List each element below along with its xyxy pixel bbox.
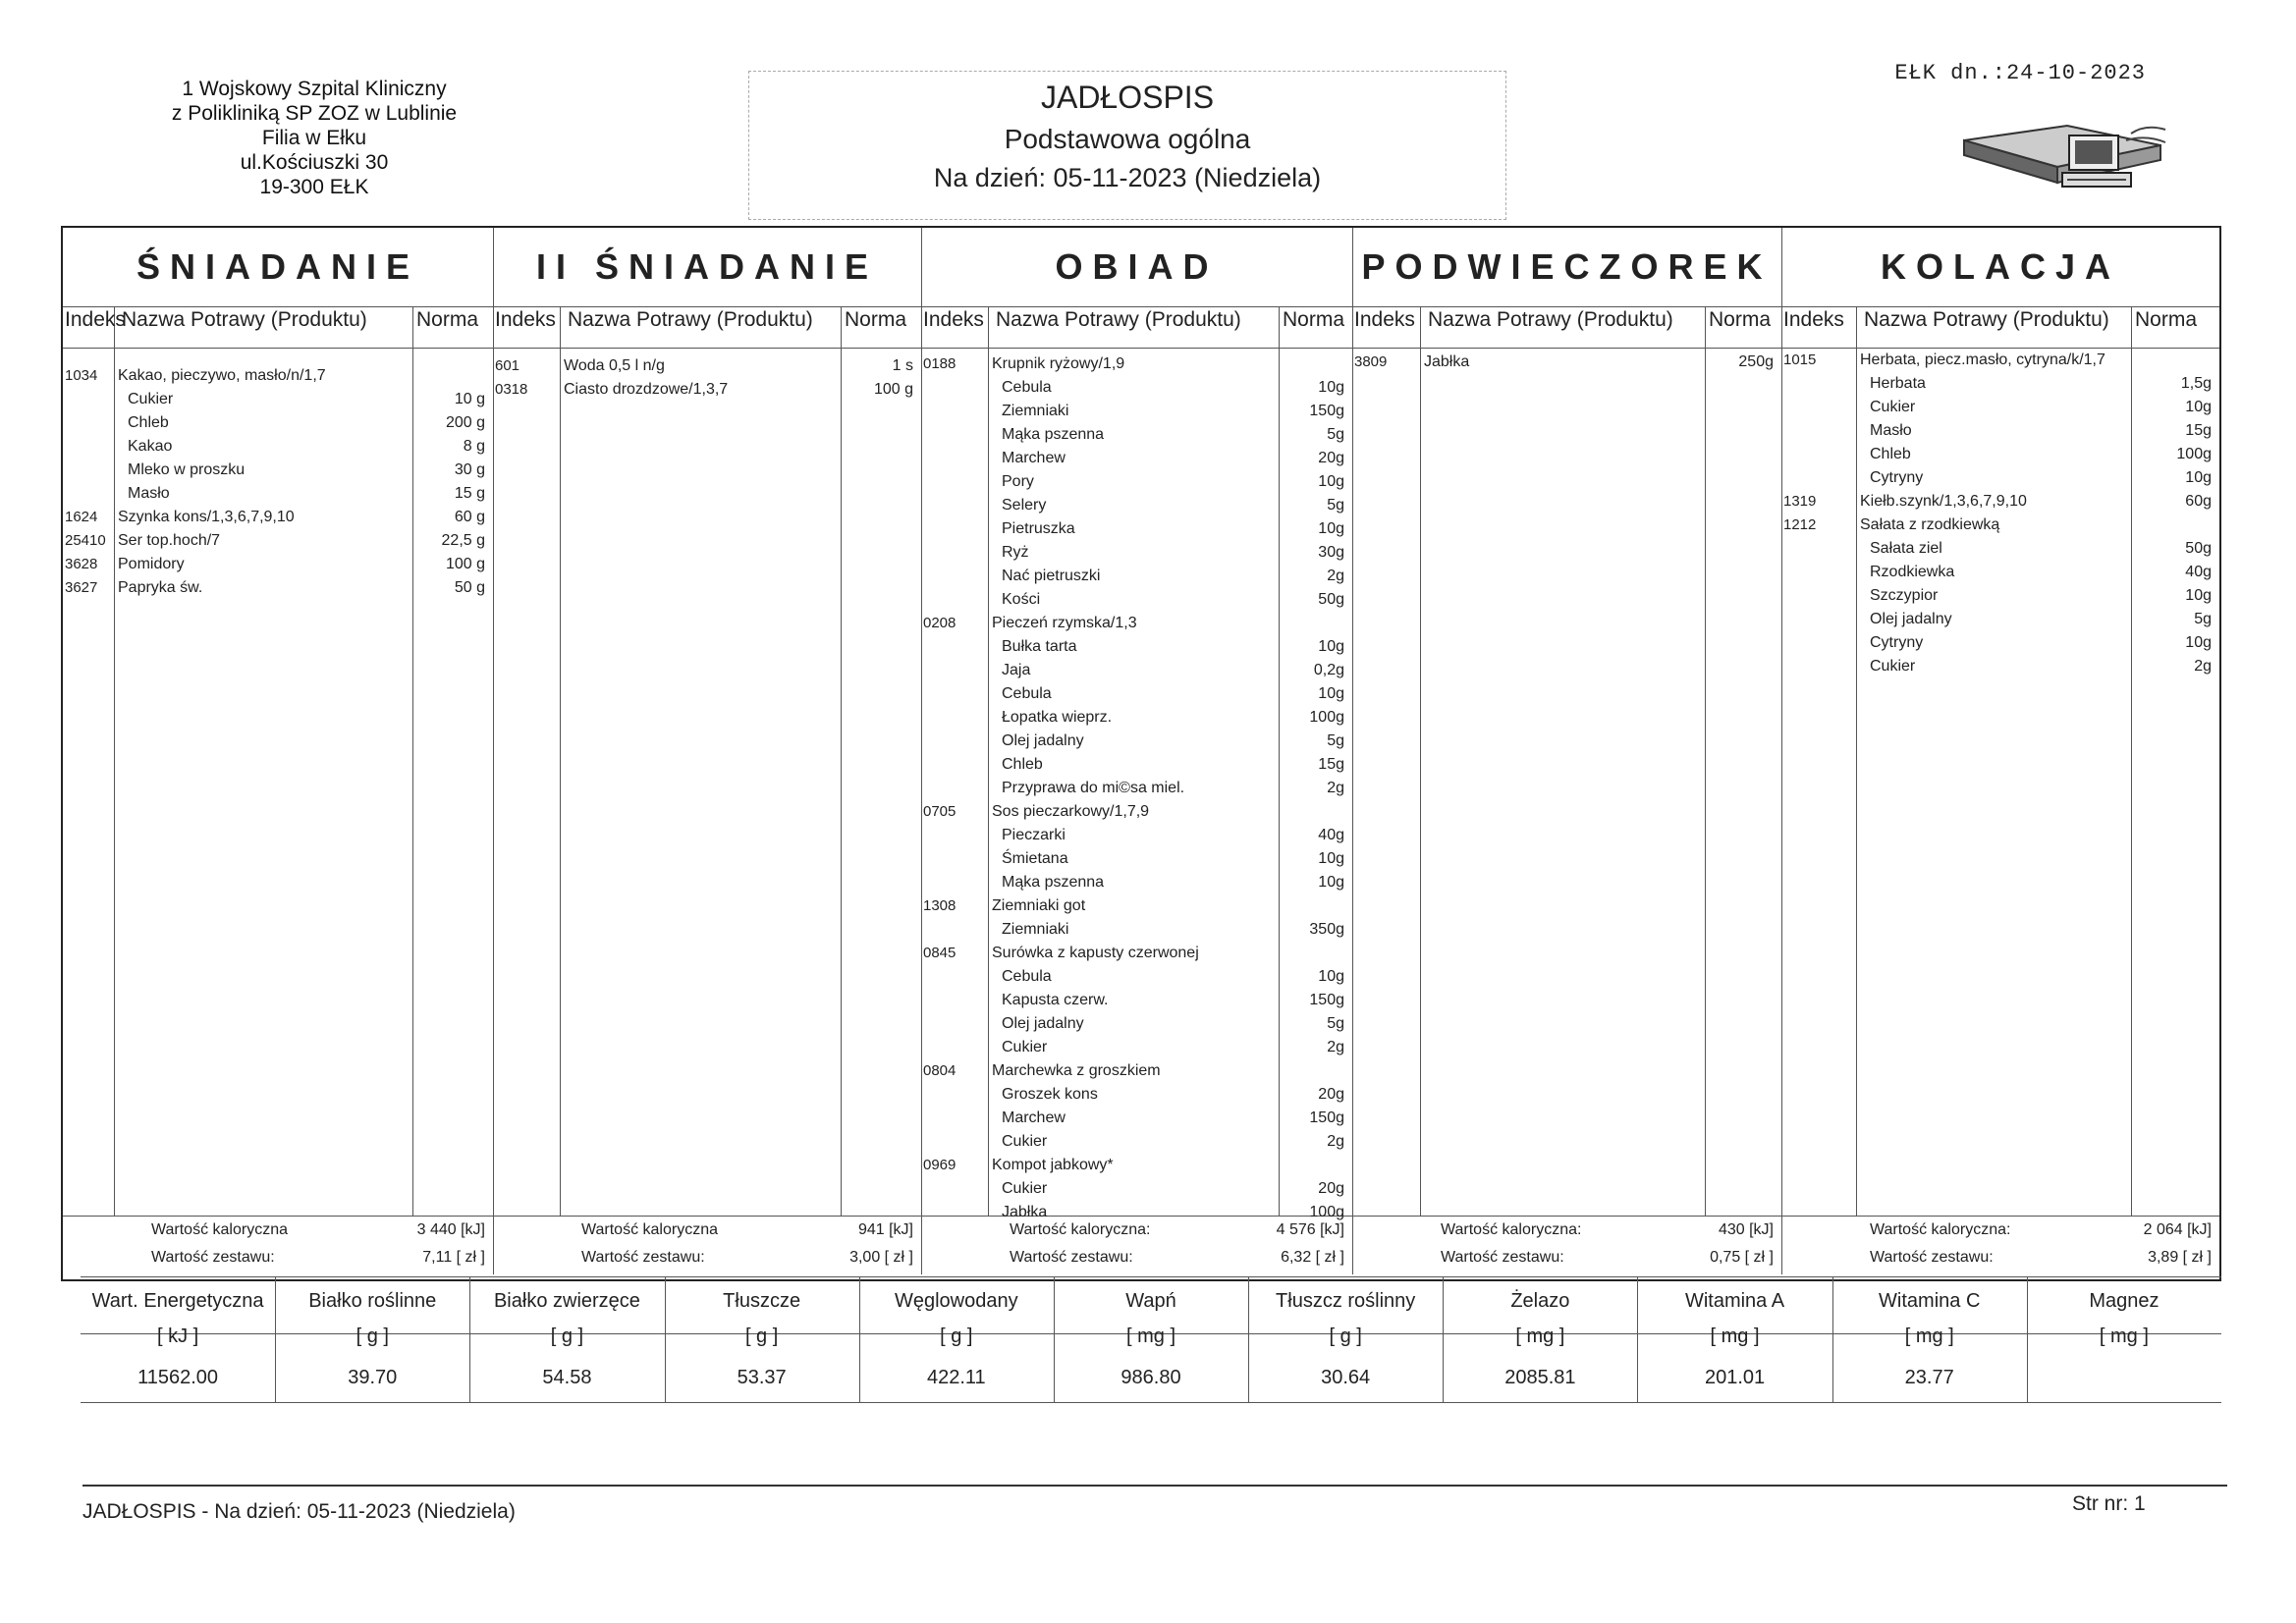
row-norm: 2g xyxy=(1327,780,1344,796)
column-divider xyxy=(841,306,842,1216)
table-rule xyxy=(63,306,2219,307)
nutrition-value: 23.77 xyxy=(1904,1367,1954,1388)
kcal-label: Wartość kaloryczna: xyxy=(1441,1221,1582,1238)
row-name: Pieczarki xyxy=(1002,827,1066,843)
row-name: Mleko w proszku xyxy=(128,461,246,478)
kcal-value: 941 [kJ] xyxy=(857,1221,913,1238)
nutrition-value: 53.37 xyxy=(737,1367,787,1388)
row-name: Kompot jabkowy* xyxy=(992,1157,1114,1173)
row-name: Cukier xyxy=(128,391,174,407)
cost-label: Wartość zestawu: xyxy=(1010,1249,1133,1266)
section-divider xyxy=(921,228,922,1274)
row-name: Cebula xyxy=(1002,379,1052,396)
row-norm: 10g xyxy=(2185,399,2212,415)
row-name: Szczypior xyxy=(1870,587,1939,604)
kcal-value: 430 [kJ] xyxy=(1718,1221,1774,1238)
row-norm: 10g xyxy=(2185,634,2212,651)
row-name: Woda 0,5 l n/g xyxy=(564,357,665,374)
row-name: Marchew xyxy=(1002,1109,1066,1126)
nutrition-unit: [ g ] xyxy=(940,1325,973,1347)
column-divider xyxy=(560,306,561,1216)
row-norm: 5g xyxy=(1327,1015,1344,1032)
hospital-line4: ul.Kościuszki 30 xyxy=(240,151,389,174)
row-name: Herbata, piecz.masło, cytryna/k/1,7 xyxy=(1860,352,2105,368)
row-index: 0188 xyxy=(923,355,957,372)
row-norm: 50g xyxy=(1318,591,1344,608)
row-norm: 2g xyxy=(1327,568,1344,584)
nutrition-value: 986.80 xyxy=(1121,1367,1181,1388)
row-index: 0318 xyxy=(495,381,528,398)
nutrition-name: Magnez xyxy=(2089,1290,2159,1312)
nutrition-value: 30.64 xyxy=(1321,1367,1371,1388)
row-norm: 5g xyxy=(2194,611,2212,627)
row-norm: 20g xyxy=(1318,1086,1344,1103)
meal-title: PODWIECZOREK xyxy=(1361,246,1773,287)
row-norm: 150g xyxy=(1309,1109,1344,1126)
row-norm: 5g xyxy=(1327,732,1344,749)
meal-title: ŚNIADANIE xyxy=(136,246,420,287)
row-index: 601 xyxy=(495,357,520,374)
nutrition-unit: [ g ] xyxy=(744,1325,779,1347)
nutrition-unit: [ mg ] xyxy=(1515,1325,1565,1347)
column-header-norm: Norma xyxy=(1709,308,1772,331)
row-norm: 1 s xyxy=(892,357,913,374)
row-norm: 8 g xyxy=(463,438,485,455)
row-norm: 5g xyxy=(1327,426,1344,443)
hospital-line3: Filia w Ełku xyxy=(261,127,367,149)
row-index: 1308 xyxy=(923,897,957,914)
row-norm: 30 g xyxy=(454,461,485,478)
row-name: Papryka św. xyxy=(118,579,203,596)
row-norm: 22,5 g xyxy=(441,532,485,549)
row-name: Jaja xyxy=(1002,662,1031,678)
column-header-name: Nazwa Potrawy (Produktu) xyxy=(1864,308,2109,331)
column-divider xyxy=(2131,306,2132,1216)
column-header-norm: Norma xyxy=(2135,308,2198,331)
row-norm: 60g xyxy=(2185,493,2212,510)
meal-title: KOLACJA xyxy=(1880,246,2120,287)
row-norm: 10g xyxy=(1318,473,1344,490)
column-header-index: Indeks xyxy=(65,308,126,331)
row-index: 0804 xyxy=(923,1062,957,1079)
row-norm: 40g xyxy=(2185,564,2212,580)
row-name: Jabłka xyxy=(1424,353,1470,370)
row-name: Przyprawa do mi©sa miel. xyxy=(1002,780,1185,796)
row-index: 0705 xyxy=(923,803,957,820)
row-norm: 15g xyxy=(1318,756,1344,773)
column-header-name: Nazwa Potrawy (Produktu) xyxy=(1428,308,1673,331)
table-rule xyxy=(63,1216,2219,1217)
column-header-name: Nazwa Potrawy (Produktu) xyxy=(996,308,1241,331)
row-norm: 0,2g xyxy=(1313,662,1344,678)
row-index: 1212 xyxy=(1783,516,1817,533)
kcal-label: Wartość kaloryczna xyxy=(581,1221,718,1238)
row-name: Masło xyxy=(1870,422,1912,439)
row-index: 0969 xyxy=(923,1157,957,1173)
column-divider xyxy=(988,306,989,1216)
row-name: Kapusta czerw. xyxy=(1002,992,1109,1008)
row-name: Marchew xyxy=(1002,450,1066,466)
kcal-value: 4 576 [kJ] xyxy=(1276,1221,1344,1238)
row-name: Olej jadalny xyxy=(1002,1015,1084,1032)
nutrition-name: Białko roślinne xyxy=(308,1290,437,1312)
row-name: Ziemniaki xyxy=(1002,921,1069,938)
footer-divider xyxy=(82,1485,2227,1487)
column-divider xyxy=(1856,306,1857,1216)
row-norm: 40g xyxy=(1318,827,1344,843)
nutrition-unit: [ kJ ] xyxy=(156,1325,199,1347)
row-norm: 10g xyxy=(1318,968,1344,985)
row-norm: 10g xyxy=(2185,469,2212,486)
kcal-label: Wartość kaloryczna xyxy=(151,1221,288,1238)
row-norm: 100 g xyxy=(873,381,913,398)
row-norm: 30g xyxy=(1318,544,1344,561)
row-name: Herbata xyxy=(1870,375,1926,392)
nutrition-value: 201.01 xyxy=(1704,1367,1766,1388)
nutrition-table xyxy=(81,1276,2221,1404)
row-index: 0845 xyxy=(923,945,957,961)
row-name: Pietruszka xyxy=(1002,520,1075,537)
column-header-index: Indeks xyxy=(495,308,556,331)
nutrition-name: Wart. Energetyczna xyxy=(91,1290,264,1312)
section-divider xyxy=(1781,228,1782,1274)
row-name: Pomidory xyxy=(118,556,185,572)
row-name: Śmietana xyxy=(1002,850,1068,867)
nutrition-unit: [ g ] xyxy=(355,1325,389,1347)
nutrition-value: 39.70 xyxy=(348,1367,398,1388)
column-header-norm: Norma xyxy=(845,308,907,331)
kcal-label: Wartość kaloryczna: xyxy=(1870,1221,2011,1238)
row-index: 0208 xyxy=(923,615,957,631)
row-name: Pory xyxy=(1002,473,1034,490)
row-name: Surówka z kapusty czerwonej xyxy=(992,945,1199,961)
column-header-name: Nazwa Potrawy (Produktu) xyxy=(122,308,367,331)
row-norm: 10g xyxy=(1318,850,1344,867)
row-norm: 2g xyxy=(2194,658,2212,675)
hospital-line5: 19-300 EŁK xyxy=(259,176,369,198)
cost-label: Wartość zestawu: xyxy=(151,1249,275,1266)
row-name: Cukier xyxy=(1002,1180,1048,1197)
row-norm: 350g xyxy=(1309,921,1344,938)
column-divider xyxy=(1420,306,1421,1216)
row-index: 1624 xyxy=(65,509,98,525)
nutrition-rule xyxy=(81,1276,2221,1277)
nutrition-value: 422.11 xyxy=(926,1367,986,1388)
page-number: Str nr: 1 xyxy=(2072,1492,2146,1515)
nutrition-unit: [ mg ] xyxy=(1710,1325,1760,1347)
nutrition-unit: [ mg ] xyxy=(1904,1325,1954,1347)
row-index: 1319 xyxy=(1783,493,1817,510)
meal-title: OBIAD xyxy=(1055,246,1219,287)
row-name: Ciasto drozdzowe/1,3,7 xyxy=(564,381,729,398)
row-norm: 50 g xyxy=(454,579,485,596)
row-norm: 10g xyxy=(1318,520,1344,537)
row-index: 25410 xyxy=(65,532,106,549)
book-computer-icon xyxy=(1959,106,2175,204)
nutrition-unit: [ mg ] xyxy=(1125,1325,1175,1347)
cost-value: 3,89 [ zł ] xyxy=(2148,1249,2212,1266)
row-name: Selery xyxy=(1002,497,1047,514)
row-norm: 15g xyxy=(2185,422,2212,439)
row-name: Kakao xyxy=(128,438,173,455)
row-name: Marchewka z groszkiem xyxy=(992,1062,1161,1079)
row-norm: 60 g xyxy=(454,509,485,525)
row-norm: 100g xyxy=(1309,1204,1344,1220)
row-norm: 15 g xyxy=(454,485,485,502)
cost-value: 7,11 [ zł ] xyxy=(422,1249,485,1266)
row-norm: 150g xyxy=(1309,403,1344,419)
row-norm: 10g xyxy=(1318,874,1344,891)
kcal-value: 3 440 [kJ] xyxy=(416,1221,485,1238)
menu-date: Na dzień: 05-11-2023 (Niedziela) xyxy=(933,163,1322,192)
cost-label: Wartość zestawu: xyxy=(581,1249,705,1266)
row-name: Ziemniaki xyxy=(1002,403,1069,419)
row-name: Cytryny xyxy=(1870,469,1924,486)
nutrition-value: 11562.00 xyxy=(137,1367,219,1388)
row-name: Olej jadalny xyxy=(1870,611,1952,627)
row-name: Nać pietruszki xyxy=(1002,568,1101,584)
row-name: Cukier xyxy=(1870,399,1916,415)
nutrition-name: Wapń xyxy=(1125,1290,1176,1312)
menu-table xyxy=(61,226,2221,1281)
row-name: Cukier xyxy=(1870,658,1916,675)
section-divider xyxy=(1352,228,1353,1274)
row-name: Masło xyxy=(128,485,170,502)
row-index: 1034 xyxy=(65,367,98,384)
row-name: Jabłka xyxy=(1002,1204,1048,1220)
nutrition-name: Witamina A xyxy=(1684,1290,1785,1312)
row-name: Cebula xyxy=(1002,968,1052,985)
row-name: Sałata z rzodkiewką xyxy=(1860,516,2000,533)
row-norm: 50g xyxy=(2185,540,2212,557)
row-index: 1015 xyxy=(1783,352,1817,368)
row-name: Cukier xyxy=(1002,1039,1048,1055)
row-name: Cukier xyxy=(1002,1133,1048,1150)
table-rule xyxy=(63,348,2219,349)
title-box xyxy=(748,71,1506,220)
nutrition-name: Białko zwierzęce xyxy=(493,1290,640,1312)
row-name: Groszek kons xyxy=(1002,1086,1098,1103)
row-norm: 100 g xyxy=(445,556,485,572)
nutrition-unit: [ g ] xyxy=(550,1325,584,1347)
nutrition-value: 54.58 xyxy=(542,1367,592,1388)
row-index: 3809 xyxy=(1354,353,1388,370)
row-norm: 10g xyxy=(1318,379,1344,396)
row-norm: 250g xyxy=(1738,353,1774,370)
row-norm: 10g xyxy=(1318,685,1344,702)
row-norm: 150g xyxy=(1309,992,1344,1008)
row-norm: 2g xyxy=(1327,1039,1344,1055)
row-name: Szynka kons/1,3,6,7,9,10 xyxy=(118,509,295,525)
row-norm: 5g xyxy=(1327,497,1344,514)
row-name: Kiełb.szynk/1,3,6,7,9,10 xyxy=(1860,493,2027,510)
column-header-norm: Norma xyxy=(1283,308,1345,331)
row-name: Pieczeń rzymska/1,3 xyxy=(992,615,1137,631)
column-header-index: Indeks xyxy=(1783,308,1844,331)
row-name: Bułka tarta xyxy=(1002,638,1077,655)
diet-type: Podstawowa ogólna xyxy=(1004,124,1251,154)
row-name: Sos pieczarkowy/1,7,9 xyxy=(992,803,1150,820)
row-name: Chleb xyxy=(1870,446,1911,462)
column-divider xyxy=(114,306,115,1216)
row-norm: 10 g xyxy=(454,391,485,407)
row-name: Ziemniaki got xyxy=(992,897,1086,914)
row-norm: 100g xyxy=(1309,709,1344,726)
kcal-value: 2 064 [kJ] xyxy=(2143,1221,2212,1238)
section-divider xyxy=(493,228,494,1274)
city-date: EŁK dn.:24-10-2023 xyxy=(1894,61,2146,85)
hospital-line2: z Polikliniką SP ZOZ w Lublinie xyxy=(171,102,458,125)
row-norm: 100g xyxy=(2176,446,2212,462)
row-norm: 20g xyxy=(1318,1180,1344,1197)
cost-label: Wartość zestawu: xyxy=(1441,1249,1564,1266)
row-name: Olej jadalny xyxy=(1002,732,1084,749)
row-norm: 1,5g xyxy=(2180,375,2212,392)
nutrition-unit: [ mg ] xyxy=(2099,1325,2149,1347)
row-name: Mąka pszenna xyxy=(1002,426,1105,443)
row-name: Ryż xyxy=(1002,544,1029,561)
row-norm: 20g xyxy=(1318,450,1344,466)
column-header-name: Nazwa Potrawy (Produktu) xyxy=(568,308,813,331)
row-name: Łopatka wieprz. xyxy=(1002,709,1113,726)
nutrition-name: Żelazo xyxy=(1510,1290,1570,1312)
document-title: JADŁOSPIS xyxy=(1040,80,1215,115)
hospital-line1: 1 Wojskowy Szpital Kliniczny xyxy=(182,78,447,100)
row-name: Kakao, pieczywo, masło/n/1,7 xyxy=(118,367,326,384)
column-header-index: Indeks xyxy=(923,308,984,331)
cost-value: 6,32 [ zł ] xyxy=(1281,1249,1344,1266)
nutrition-name: Tłuszcze xyxy=(723,1290,801,1312)
cost-value: 0,75 [ zł ] xyxy=(1710,1249,1774,1266)
row-name: Rzodkiewka xyxy=(1870,564,1955,580)
row-index: 3627 xyxy=(65,579,98,596)
row-norm: 10g xyxy=(1318,638,1344,655)
row-norm: 2g xyxy=(1327,1133,1344,1150)
row-name: Krupnik ryżowy/1,9 xyxy=(992,355,1125,372)
meal-title: II ŚNIADANIE xyxy=(535,246,879,287)
nutrition-name: Węglowodany xyxy=(894,1290,1018,1312)
cost-label: Wartość zestawu: xyxy=(1870,1249,1994,1266)
footer-title: JADŁOSPIS - Na dzień: 05-11-2023 (Niedziela) xyxy=(82,1500,516,1523)
nutrition-rule xyxy=(81,1402,2221,1403)
column-header-norm: Norma xyxy=(416,308,479,331)
hospital-address xyxy=(108,77,520,199)
row-index: 3628 xyxy=(65,556,98,572)
nutrition-unit: [ g ] xyxy=(1329,1325,1362,1347)
row-name: Sałata ziel xyxy=(1870,540,1942,557)
row-norm: 200 g xyxy=(445,414,485,431)
row-norm: 10g xyxy=(2185,587,2212,604)
row-name: Chleb xyxy=(1002,756,1043,773)
row-name: Mąka pszenna xyxy=(1002,874,1105,891)
nutrition-value: 2085.81 xyxy=(1504,1367,1576,1388)
row-name: Cebula xyxy=(1002,685,1052,702)
column-header-index: Indeks xyxy=(1354,308,1415,331)
row-name: Chleb xyxy=(128,414,169,431)
nutrition-name: Tłuszcz roślinny xyxy=(1276,1290,1416,1312)
row-name: Kości xyxy=(1002,591,1041,608)
nutrition-name: Witamina C xyxy=(1879,1290,1981,1312)
row-name: Ser top.hoch/7 xyxy=(118,532,221,549)
kcal-label: Wartość kaloryczna: xyxy=(1010,1221,1151,1238)
cost-value: 3,00 [ zł ] xyxy=(849,1249,913,1266)
column-divider xyxy=(1705,306,1706,1216)
row-name: Cytryny xyxy=(1870,634,1924,651)
